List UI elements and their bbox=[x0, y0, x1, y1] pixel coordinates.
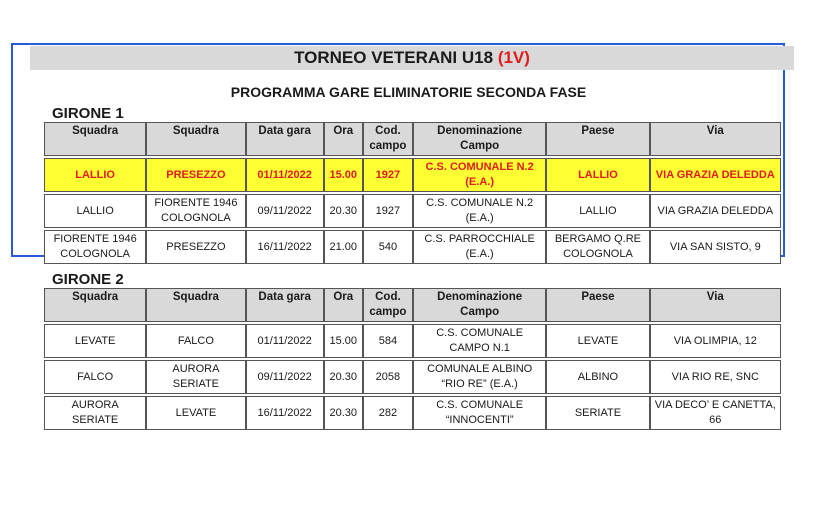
team-home-cell: FIORENTE 1946 COLOGNOLA bbox=[44, 230, 146, 264]
header-field-code: Cod. campo bbox=[363, 288, 413, 322]
header-field-name: Denominazione Campo bbox=[413, 288, 546, 322]
match-time-cell: 20.30 bbox=[324, 396, 363, 430]
street-cell: VIA OLIMPIA, 12 bbox=[650, 324, 781, 358]
table-row bbox=[44, 360, 781, 394]
team-away-cell: AURORA SERIATE bbox=[146, 360, 245, 394]
match-date-cell: 01/11/2022 bbox=[246, 158, 324, 192]
field-name-cell: C.S. PARROCCHIALE (E.A.) bbox=[413, 230, 546, 264]
header-field-name: Denominazione Campo bbox=[413, 122, 546, 156]
header-town: Paese bbox=[546, 122, 649, 156]
team-home-cell: LALLIO bbox=[44, 194, 146, 228]
field-code-cell: 540 bbox=[363, 230, 413, 264]
header-team-home: Squadra bbox=[44, 288, 146, 322]
field-code-cell: 282 bbox=[363, 396, 413, 430]
team-away-cell: FALCO bbox=[146, 324, 245, 358]
team-away-cell: FIORENTE 1946 COLOGNOLA bbox=[146, 194, 245, 228]
girone-2-title: GIRONE 2 bbox=[52, 271, 124, 288]
town-cell: LEVATE bbox=[546, 324, 649, 358]
schedule-subtitle: PROGRAMMA GARE ELIMINATORIE SECONDA FASE bbox=[230, 84, 587, 100]
header-town: Paese bbox=[546, 288, 649, 322]
table-row bbox=[44, 396, 781, 430]
field-name-cell: C.S. COMUNALE N.2 (E.A.) bbox=[413, 158, 546, 192]
header-match-date: Data gara bbox=[246, 122, 324, 156]
town-cell: LALLIO bbox=[546, 194, 649, 228]
team-home-cell: LALLIO bbox=[44, 158, 146, 192]
header-team-away: Squadra bbox=[146, 288, 245, 322]
field-name-cell: C.S. COMUNALE CAMPO N.1 bbox=[413, 324, 546, 358]
header-match-time: Ora bbox=[324, 122, 363, 156]
girone-2-table bbox=[44, 288, 781, 430]
table-row bbox=[44, 324, 781, 358]
street-cell: VIA GRAZIA DELEDDA bbox=[650, 194, 781, 228]
team-away-cell: PRESEZZO bbox=[146, 230, 245, 264]
match-time-cell: 20.30 bbox=[324, 360, 363, 394]
street-cell: VIA SAN SISTO, 9 bbox=[650, 230, 781, 264]
team-home-cell: AURORA SERIATE bbox=[44, 396, 146, 430]
street-cell: VIA GRAZIA DELEDDA bbox=[650, 158, 781, 192]
team-away-cell: LEVATE bbox=[146, 396, 245, 430]
table-row bbox=[44, 158, 781, 192]
table-header-row bbox=[44, 288, 781, 322]
field-name-cell: C.S. COMUNALE “INNOCENTI” bbox=[413, 396, 546, 430]
header-street: Via bbox=[650, 122, 781, 156]
tournament-code: (1V) bbox=[497, 48, 530, 67]
field-code-cell: 584 bbox=[363, 324, 413, 358]
header-team-away: Squadra bbox=[146, 122, 245, 156]
street-cell: VIA DECO’ E CANETTA, 66 bbox=[650, 396, 781, 430]
match-time-cell: 15.00 bbox=[324, 158, 363, 192]
team-home-cell: LEVATE bbox=[44, 324, 146, 358]
header-field-code: Cod. campo bbox=[363, 122, 413, 156]
match-time-cell: 20.30 bbox=[324, 194, 363, 228]
table-row bbox=[44, 230, 781, 264]
match-date-cell: 16/11/2022 bbox=[246, 230, 324, 264]
field-code-cell: 1927 bbox=[363, 158, 413, 192]
field-code-cell: 1927 bbox=[363, 194, 413, 228]
team-home-cell: FALCO bbox=[44, 360, 146, 394]
town-cell: BERGAMO Q.RE COLOGNOLA bbox=[546, 230, 649, 264]
field-name-cell: C.S. COMUNALE N.2 (E.A.) bbox=[413, 194, 546, 228]
field-name-cell: COMUNALE ALBINO “RIO RE” (E.A.) bbox=[413, 360, 546, 394]
girone-1-title: GIRONE 1 bbox=[52, 105, 124, 122]
table-row bbox=[44, 194, 781, 228]
street-cell: VIA RIO RE, SNC bbox=[650, 360, 781, 394]
tournament-title bbox=[30, 46, 794, 70]
header-team-home: Squadra bbox=[44, 122, 146, 156]
town-cell: ALBINO bbox=[546, 360, 649, 394]
header-match-date: Data gara bbox=[246, 288, 324, 322]
header-match-time: Ora bbox=[324, 288, 363, 322]
team-away-cell: PRESEZZO bbox=[146, 158, 245, 192]
field-code-cell: 2058 bbox=[363, 360, 413, 394]
town-cell: SERIATE bbox=[546, 396, 649, 430]
town-cell: LALLIO bbox=[546, 158, 649, 192]
match-time-cell: 21.00 bbox=[324, 230, 363, 264]
match-date-cell: 16/11/2022 bbox=[246, 396, 324, 430]
match-time-cell: 15.00 bbox=[324, 324, 363, 358]
header-street: Via bbox=[650, 288, 781, 322]
tournament-title-text: TORNEO VETERANI U18 bbox=[294, 48, 494, 67]
match-date-cell: 09/11/2022 bbox=[246, 194, 324, 228]
match-date-cell: 09/11/2022 bbox=[246, 360, 324, 394]
girone-1-table bbox=[44, 122, 781, 264]
match-date-cell: 01/11/2022 bbox=[246, 324, 324, 358]
table-header-row bbox=[44, 122, 781, 156]
